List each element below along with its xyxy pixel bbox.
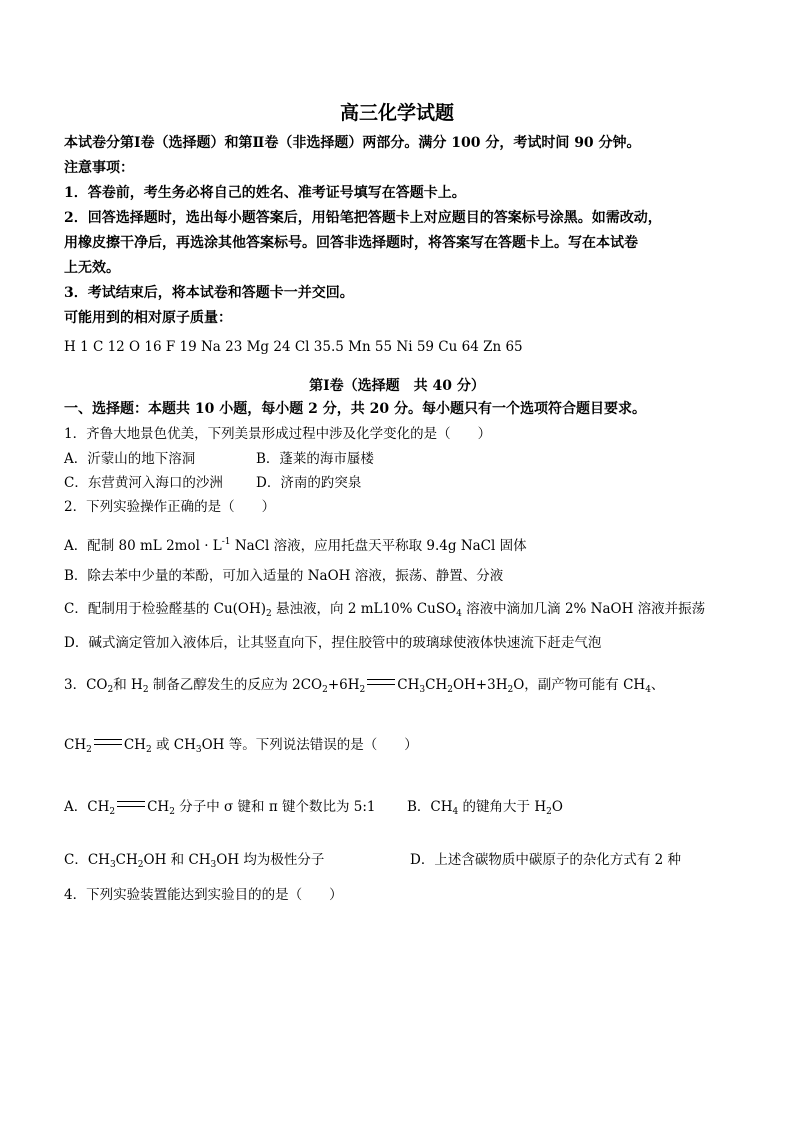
q3-subscript: 2	[169, 807, 175, 817]
q3-subscript: 2	[507, 685, 514, 695]
q3-subscript: 2	[322, 685, 328, 695]
question-1-option-c: C．东营黄河入海口的沙洲	[64, 475, 223, 491]
q2-a-superscript: -1	[221, 537, 231, 547]
question-3-option-c	[64, 851, 324, 874]
equals-sign	[367, 679, 395, 685]
q2-c-subscript: 2	[266, 609, 272, 619]
q3-subscript: 2	[137, 860, 144, 870]
q3-text: 制备乙醇发生的反应为 2CO	[148, 677, 323, 693]
q3-subscript: 2	[109, 807, 116, 817]
q3-subscript: 2	[86, 745, 92, 755]
notice-item: 上无效。	[64, 260, 120, 276]
q3-text: CH	[123, 737, 146, 753]
q3-subscript: 2	[546, 807, 552, 817]
question-2-option-b: B．除去苯中少量的苯酚，可加入适量的 NaOH 溶液，振荡、静置、分液	[64, 568, 504, 584]
q2-c-text: 悬浊液，向 2 mL10% CuSO	[271, 601, 457, 617]
notice-item: 1．答卷前，考生务必将自己的姓名、准考证号填写在答题卡上。	[64, 185, 466, 201]
q3-subscript: 2	[447, 685, 453, 695]
q3-text: A．CH	[64, 799, 110, 815]
q3-text: 分子中 σ 键和 π 键个数比为 5:1	[174, 799, 376, 815]
q3-text: 的键角大于 H	[458, 799, 547, 815]
question-1-stem: 1．齐鲁大地景色优美，下列美景形成过程中涉及化学变化的是（ ）	[64, 426, 492, 442]
q3-subscript: 3	[109, 860, 116, 870]
double-bond-icon	[94, 739, 122, 745]
question-4-stem: 4．下列实验装置能达到实验目的的是（ ）	[64, 887, 343, 903]
question-2-option-c	[64, 600, 705, 623]
question-3-stem-line2	[64, 736, 418, 759]
q3-subscript: 2	[107, 685, 114, 695]
q3-subscript: 4	[452, 807, 459, 817]
q3-text: OH 均为极性分子	[216, 852, 325, 868]
question-3-option-a	[64, 798, 376, 821]
question-1-option-a: A．沂蒙山的地下溶洞	[64, 451, 196, 467]
q3-text: OH 等。下列说法错误的是（ ）	[201, 737, 418, 753]
q3-text: B．CH	[407, 799, 453, 815]
q3-subscript: 2	[359, 685, 366, 695]
question-1-option-d: D．济南的趵突泉	[256, 475, 362, 491]
q3-text: CH	[115, 852, 138, 868]
part1-instruction: 一、选择题：本题共 10 小题，每小题 2 分，共 20 分。每小题只有一个选项符合题目要求。	[64, 401, 646, 417]
question-2-stem: 2．下列实验操作正确的是（ ）	[64, 499, 276, 515]
question-3-stem-line1	[64, 676, 664, 699]
atomic-mass-list: H 1 C 12 O 16 F 19 Na 23 Mg 24 Cl 35.5 Mn 55 Ni 59 Cu 64 Zn 65	[64, 339, 523, 355]
q3-text: CH	[425, 677, 448, 693]
q3-text: CH	[64, 737, 87, 753]
q3-text: C．CH	[64, 852, 110, 868]
q3-text: O	[551, 799, 563, 815]
q3-text: 、	[650, 677, 665, 693]
double-bond-icon	[117, 801, 145, 807]
q3-text: 和 H	[113, 677, 143, 693]
q2-a-text: NaCl 溶液，应用托盘天平称取 9.4g NaCl 固体	[230, 538, 527, 554]
question-3-option-d: D．上述含碳物质中碳原子的杂化方式有 2 种	[410, 852, 681, 868]
q3-text: CH	[147, 799, 170, 815]
q3-text: 或 CH	[151, 737, 196, 753]
question-2-option-a	[64, 533, 527, 555]
q2-c-subscript: 4	[456, 609, 462, 619]
notice-heading: 注意事项：	[64, 160, 134, 176]
section1-title: 第Ⅰ卷（选择题 共 40 分）	[309, 378, 485, 394]
q3-subscript: 2	[145, 745, 152, 755]
q3-text: O，副产物可能有 CH	[513, 677, 646, 693]
q2-a-text: A．配制 80 mL 2mol · L	[64, 538, 222, 554]
q3-subscript: 2	[142, 685, 149, 695]
q2-c-text: C．配制用于检验醛基的 Cu(OH)	[64, 601, 267, 617]
question-1-option-b: B．蓬莱的海市蜃楼	[256, 451, 374, 467]
page-title: 高三化学试题	[339, 102, 454, 124]
notice-item: 3．考试结束后，将本试卷和答题卡一并交回。	[64, 285, 354, 301]
q3-text: CH	[397, 677, 420, 693]
q3-subscript: 3	[210, 860, 217, 870]
q3-subscript: 3	[419, 685, 426, 695]
atomic-mass-heading: 可能用到的相对原子质量：	[64, 310, 232, 326]
notice-item: 用橡皮擦干净后，再选涂其他答案标号。回答非选择题时，将答案写在答题卡上。写在本试卷	[64, 235, 638, 251]
q3-text: +6H	[327, 677, 360, 693]
q2-c-text: 溶液中滴加几滴 2% NaOH 溶液并振荡	[461, 601, 706, 617]
question-2-option-d: D．碱式滴定管加入液体后，让其竖直向下，捏住胶管中的玻璃球使液体快速流下赶走气泡	[64, 635, 602, 651]
q3-subscript: 3	[195, 745, 202, 755]
notice-item: 2．回答选择题时，选出每小题答案后，用铅笔把答题卡上对应题目的答案标号涂黑。如需改动，	[64, 210, 662, 226]
q3-subscript: 4	[645, 685, 651, 695]
question-3-option-b	[407, 798, 563, 821]
intro-text: 本试卷分第Ⅰ卷（选择题）和第Ⅱ卷（非选择题）两部分。满分 100 分，考试时间 90 分钟。	[64, 135, 641, 151]
q3-text: OH 和 CH	[143, 852, 211, 868]
q3-text: OH+3H	[452, 677, 508, 693]
q3-text: 3．CO	[64, 677, 108, 693]
